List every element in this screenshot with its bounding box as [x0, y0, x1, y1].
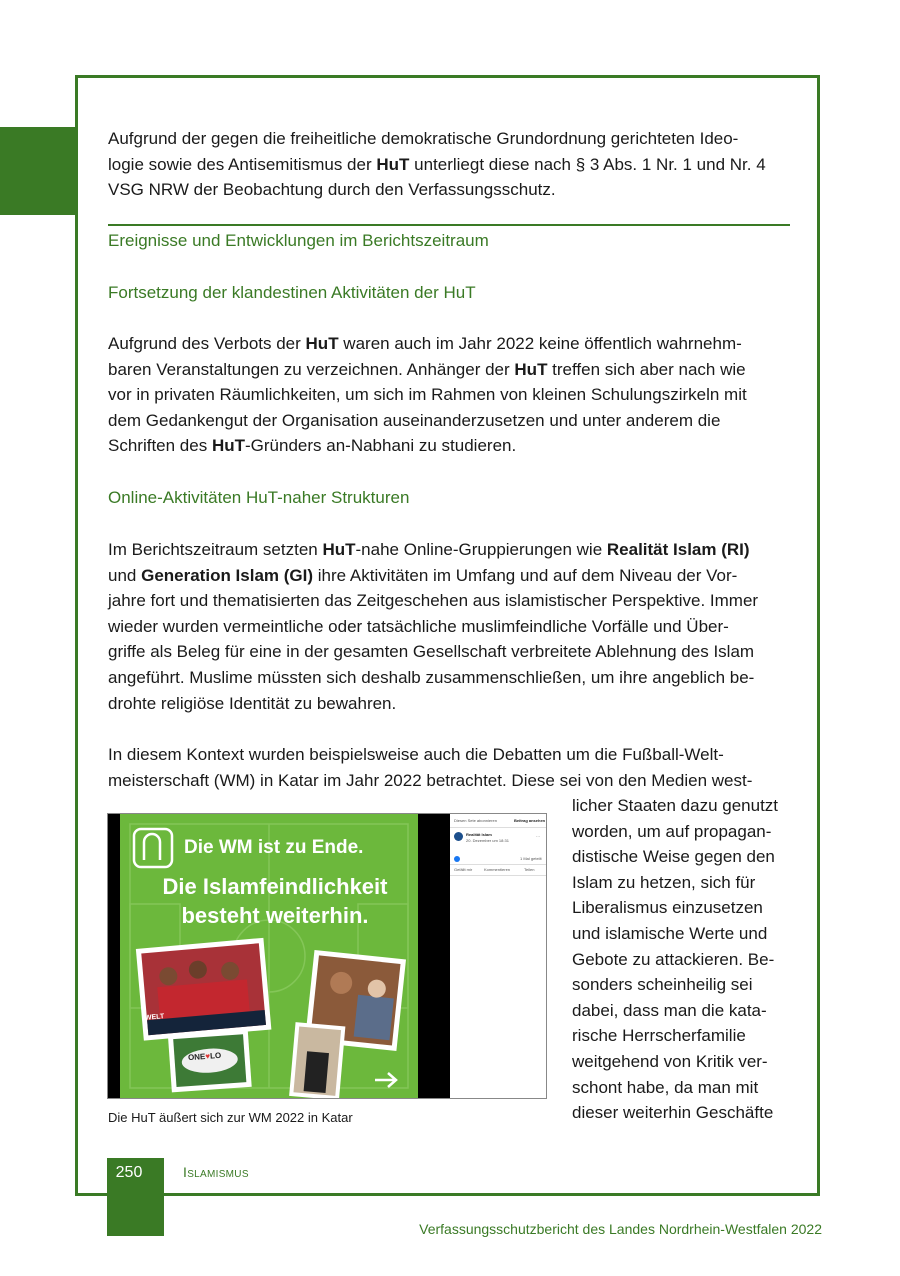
page-number: 250: [115, 1164, 143, 1181]
heading-online: Online-Aktivitäten HuT-naher Strukturen: [108, 488, 410, 507]
text-line: worden, um auf propagan-: [572, 821, 772, 841]
intro-paragraph: [108, 126, 793, 203]
text-line: griffe als Beleg für eine in der gesamten Gesellschaft verbreitete Ablehnung des Islam: [108, 642, 755, 662]
post-image: [120, 814, 418, 1098]
heading-events: Ereignisse und Entwicklungen im Berichtszeitraum: [108, 231, 489, 250]
armband-text: ONE♥LO: [187, 1050, 222, 1063]
post-headline-1: Die WM ist zu Ende.: [184, 837, 364, 858]
comment-button[interactable]: Kommentieren: [484, 867, 511, 872]
share-button[interactable]: Teilen: [524, 867, 535, 872]
text-line: dabei, dass man die kata-: [572, 1000, 767, 1020]
text-line: wieder wurden vermeintliche oder tatsächliche muslimfeindliche Vorfälle und Über-: [108, 616, 729, 636]
text-line: jahre fort und thematisierten das Zeitgeschehen aus islamistischer Perspektive. Immer: [108, 591, 759, 611]
text-line: distische Weise gegen den: [572, 847, 775, 867]
share-count: 1 Mal geteilt: [520, 856, 542, 861]
text-line: weitgehend von Kritik ver-: [572, 1051, 768, 1071]
view-post-link[interactable]: Beitrag ansehen: [514, 818, 546, 823]
report-title-footer: Verfassungsschutzbericht des Landes Nordrhein-Westfalen 2022: [419, 1221, 822, 1237]
text-line: VSG NRW der Beobachtung durch den Verfassungsschutz.: [108, 180, 556, 200]
figure-caption: Die HuT äußert sich zur WM 2022 in Katar: [108, 1110, 353, 1125]
text-line: dem Gedankengut der Organisation auseinanderzusetzen und unter anderem die: [108, 410, 721, 430]
text-line: Schriften des HuT-Gründers an-Nabhani zu studieren.: [108, 436, 517, 456]
paragraph-wm-wrapped: [572, 793, 794, 1126]
subscribe-text: Diesen Sete abonnieren: [454, 818, 497, 823]
text-line: logie sowie des Antisemitismus der HuT unterliegt diese nach § 3 Abs. 1 Nr. 1 und Nr. 4: [108, 154, 766, 174]
text-line: baren Veranstaltungen zu verzeichnen. Anhänger der HuT treffen sich aber nach wie: [108, 359, 746, 379]
like-button[interactable]: Gefällt mir: [454, 867, 473, 872]
figure-screenshot: [107, 813, 547, 1099]
text-line: Aufgrund des Verbots der HuT waren auch im Jahr 2022 keine öffentlich wahrnehm-: [108, 334, 742, 353]
photo-collage: [136, 938, 406, 1098]
text-line: vor in privaten Räumlichkeiten, um sich im Rahmen von kleinen Schulungszirkeln mit: [108, 385, 747, 405]
heading-continuation: Fortsetzung der klandestinen Aktivitäten der HuT: [108, 283, 476, 302]
text-line: dieser weiterhin Geschäfte: [572, 1103, 774, 1123]
text-line: angeführt. Muslime müssten sich deshalb zusammenschließen, um ihre angeblich be-: [108, 667, 755, 687]
post-headline-2: Die Islamfeindlichkeit: [162, 874, 388, 899]
page-name[interactable]: Realität Islam: [466, 832, 492, 837]
paragraph-verbot: [108, 331, 793, 459]
text-line: Gebote zu attackieren. Be-: [572, 949, 775, 969]
text-line: Liberalismus einzusetzen: [572, 898, 763, 918]
text-line: schont habe, da man mit: [572, 1077, 759, 1097]
page-avatar: [454, 832, 463, 841]
like-reaction-icon: [454, 856, 460, 862]
welt-logo: WELT: [144, 1013, 165, 1022]
facebook-side-panel: [450, 814, 546, 1098]
text-line: drohte religiöse Identität zu bewahren.: [108, 693, 397, 713]
text-line: und Generation Islam (GI) ihre Aktivitäten im Umfang und auf dem Niveau der Vor-: [108, 565, 738, 585]
text-line: In diesem Kontext wurden beispielsweise auch die Debatten um die Fußball-Welt-: [108, 745, 724, 764]
text-line: rische Herrscherfamilie: [572, 1026, 746, 1046]
text-line: und islamische Werte und: [572, 923, 768, 943]
paragraph-wm: [108, 742, 793, 793]
more-options-icon[interactable]: ···: [536, 834, 540, 839]
text-line: licher Staaten dazu genutzt: [572, 796, 779, 815]
side-tab-marker: [0, 127, 76, 215]
post-date: 20. Dezember um 18:31: [466, 838, 509, 843]
paragraph-online: [108, 537, 793, 716]
text-line: sonders scheinheilig sei: [572, 975, 753, 995]
text-line: Im Berichtszeitraum setzten HuT-nahe Online-Gruppierungen wie Realität Islam (RI): [108, 540, 750, 559]
text-line: meisterschaft (WM) in Katar im Jahr 2022 betrachtet. Diese sei von den Medien west-: [108, 770, 753, 790]
text-line: Islam zu hetzen, sich für: [572, 872, 756, 892]
chapter-label: Islamismus: [183, 1164, 249, 1180]
post-headline-3: besteht weiterhin.: [181, 903, 369, 928]
section-divider: [108, 224, 790, 226]
realitaet-islam-logo: [134, 829, 172, 867]
text-line: Aufgrund der gegen die freiheitliche demokratische Grundordnung gerichteten Ideo-: [108, 129, 739, 148]
